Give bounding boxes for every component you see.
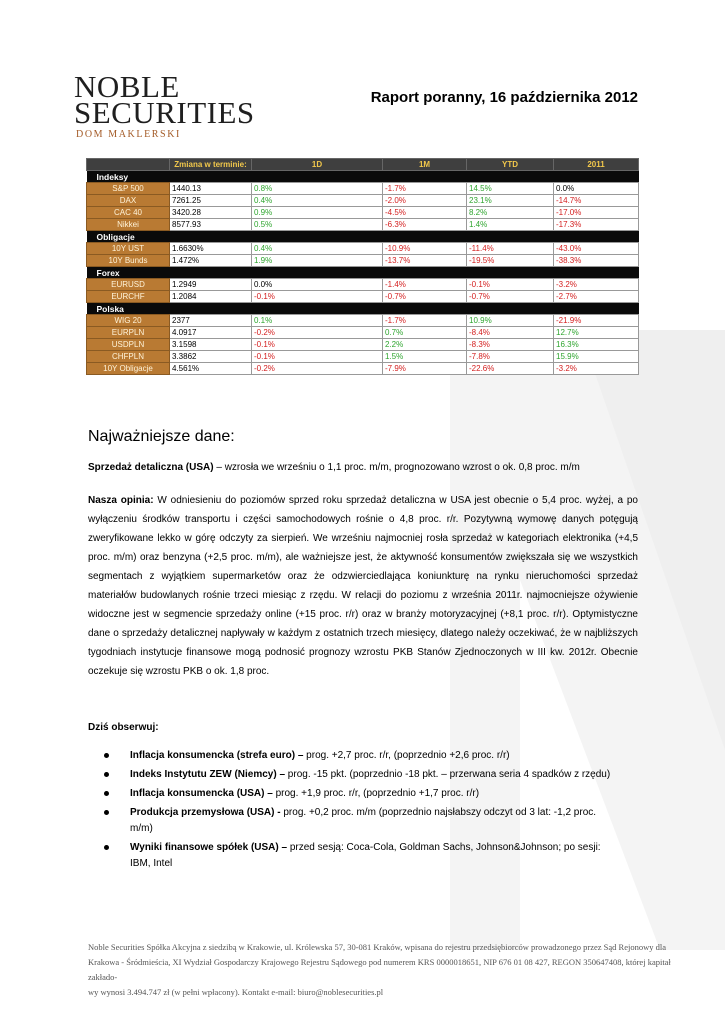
instrument-label: 10Y UST	[87, 243, 170, 255]
change-y2011: -14.7%	[554, 195, 639, 207]
table-row	[87, 195, 639, 207]
change-ytd: -0.7%	[467, 291, 554, 303]
instrument-value: 4.0917	[170, 327, 252, 339]
change-ytd: -11.4%	[467, 243, 554, 255]
change-ytd: 14.5%	[467, 183, 554, 195]
change-y2011: -3.2%	[554, 279, 639, 291]
watch-item-text: przed sesją: Coca-Cola, Goldman Sachs, Johnson&Johnson; po sesji: IBM, Intel	[130, 842, 601, 869]
instrument-value: 7261.25	[170, 195, 252, 207]
list-item	[100, 840, 620, 872]
change-m1: -6.3%	[383, 219, 467, 231]
instrument-label: USDPLN	[87, 339, 170, 351]
change-m1: -13.7%	[383, 255, 467, 267]
change-d1: -0.2%	[252, 363, 383, 375]
change-y2011: -21.9%	[554, 315, 639, 327]
change-d1: -0.2%	[252, 327, 383, 339]
change-d1: 0.1%	[252, 315, 383, 327]
watch-item-text: prog. +2,7 proc. r/r, (poprzednio +2,6 proc. r/r)	[303, 750, 510, 761]
instrument-value: 1440.13	[170, 183, 252, 195]
change-m1: -4.5%	[383, 207, 467, 219]
change-y2011: 16.3%	[554, 339, 639, 351]
change-m1: -0.7%	[383, 291, 467, 303]
change-y2011: 12.7%	[554, 327, 639, 339]
watch-item-text: prog. +0,2 proc. m/m (poprzednio najsłabszy odczyt od 3 lat: -1,2 proc. m/m)	[130, 807, 597, 834]
instrument-label: EURPLN	[87, 327, 170, 339]
section-title: Forex	[87, 267, 639, 279]
market-table	[86, 158, 639, 375]
table-row	[87, 351, 639, 363]
table-section-row	[87, 231, 639, 243]
footer-line-1: Noble Securities Spółka Akcyjna z siedzibą w Krakowie, ul. Królewska 57, 30-081 Kraków, wpisana do rejestru przedsiębiorców prowadzonego przez Sąd Rejonowy dla	[88, 942, 666, 952]
change-ytd: 8.2%	[467, 207, 554, 219]
change-y2011: -17.0%	[554, 207, 639, 219]
table-row	[87, 315, 639, 327]
change-m1: -1.4%	[383, 279, 467, 291]
change-ytd: -7.8%	[467, 351, 554, 363]
watch-item-title: Inflacja konsumencka (strefa euro) –	[130, 750, 304, 761]
change-ytd: -8.3%	[467, 339, 554, 351]
instrument-value: 1.2084	[170, 291, 252, 303]
list-item	[100, 748, 620, 764]
watch-item-title: Wyniki finansowe spółek (USA) –	[130, 842, 288, 853]
change-y2011: -38.3%	[554, 255, 639, 267]
instrument-label: EURUSD	[87, 279, 170, 291]
retail-sales-paragraph	[88, 462, 638, 473]
instrument-value: 2377	[170, 315, 252, 327]
bullet-icon	[104, 845, 109, 850]
table-row	[87, 207, 639, 219]
instrument-label: CAC 40	[87, 207, 170, 219]
header-term: Zmiana w terminie:	[170, 159, 252, 171]
main-heading: Najważniejsze dane:	[88, 428, 235, 445]
header-1m: 1M	[383, 159, 467, 171]
bullet-icon	[104, 772, 109, 777]
table-row	[87, 327, 639, 339]
retail-sales-label: Sprzedaż detaliczna (USA)	[88, 462, 214, 473]
change-m1: 1.5%	[383, 351, 467, 363]
change-ytd: -19.5%	[467, 255, 554, 267]
change-d1: 0.0%	[252, 279, 383, 291]
watch-item-title: Produkcja przemysłowa (USA) -	[130, 807, 281, 818]
change-m1: -1.7%	[383, 183, 467, 195]
change-m1: -10.9%	[383, 243, 467, 255]
header-ytd: YTD	[467, 159, 554, 171]
watch-heading: Dziś obserwuj:	[88, 722, 159, 733]
change-ytd: -0.1%	[467, 279, 554, 291]
change-d1: 0.5%	[252, 219, 383, 231]
change-d1: 0.8%	[252, 183, 383, 195]
table-section-row	[87, 267, 639, 279]
market-table-body	[87, 171, 639, 375]
instrument-value: 3.3862	[170, 351, 252, 363]
change-ytd: 10.9%	[467, 315, 554, 327]
section-title: Obligacje	[87, 231, 639, 243]
footer-legal	[88, 940, 688, 1000]
watch-item-title: Inflacja konsumencka (USA) –	[130, 788, 273, 799]
instrument-value: 1.2949	[170, 279, 252, 291]
header-1d: 1D	[252, 159, 383, 171]
instrument-value: 1.472%	[170, 255, 252, 267]
watch-item-title: Indeks Instytutu ZEW (Niemcy) –	[130, 769, 286, 780]
instrument-label: Nikkei	[87, 219, 170, 231]
table-row	[87, 291, 639, 303]
table-row	[87, 255, 639, 267]
list-item	[100, 805, 620, 837]
change-d1: 0.9%	[252, 207, 383, 219]
table-row	[87, 219, 639, 231]
change-d1: 0.4%	[252, 243, 383, 255]
logo-line-2: SECURITIES	[74, 95, 255, 130]
instrument-value: 1.6630%	[170, 243, 252, 255]
instrument-label: DAX	[87, 195, 170, 207]
instrument-value: 4.561%	[170, 363, 252, 375]
change-y2011: -3.2%	[554, 363, 639, 375]
instrument-value: 3.1598	[170, 339, 252, 351]
bullet-icon	[104, 791, 109, 796]
logo-line-3: DOM MAKLERSKI	[76, 129, 181, 140]
change-d1: -0.1%	[252, 291, 383, 303]
change-y2011: 15.9%	[554, 351, 639, 363]
bullet-icon	[104, 753, 109, 758]
change-m1: -1.7%	[383, 315, 467, 327]
change-d1: -0.1%	[252, 339, 383, 351]
section-title: Polska	[87, 303, 639, 315]
change-m1: 2.2%	[383, 339, 467, 351]
logo-line-1: NOBLE	[74, 69, 180, 104]
change-y2011: 0.0%	[554, 183, 639, 195]
watch-item-text: prog. +1,9 proc. r/r, (poprzednio +1,7 proc. r/r)	[272, 788, 480, 799]
table-row	[87, 183, 639, 195]
instrument-label: 10Y Obligacje	[87, 363, 170, 375]
instrument-value: 3420.28	[170, 207, 252, 219]
table-row	[87, 363, 639, 375]
table-row	[87, 243, 639, 255]
header-2011: 2011	[554, 159, 639, 171]
change-m1: -2.0%	[383, 195, 467, 207]
change-ytd: 23.1%	[467, 195, 554, 207]
opinion-label: Nasza opinia:	[88, 495, 154, 506]
watch-list	[100, 748, 620, 875]
instrument-value: 8577.93	[170, 219, 252, 231]
instrument-label: 10Y Bunds	[87, 255, 170, 267]
watch-item-text: prog. -15 pkt. (poprzednio -18 pkt. – przerwana seria 4 spadków z rzędu)	[285, 769, 611, 780]
change-d1: -0.1%	[252, 351, 383, 363]
footer-line-3: wy wynosi 3.494.747 zł (w pełni wpłacony). Kontakt e-mail: biuro@noblesecurities.pl	[88, 987, 384, 997]
list-item	[100, 767, 620, 783]
retail-sales-text: – wzrosła we wrześniu o 1,1 proc. m/m, prognozowano wzrost o ok. 0,8 proc. m/m	[213, 462, 580, 473]
report-title: Raport poranny, 16 października 2012	[370, 89, 638, 106]
change-m1: -7.9%	[383, 363, 467, 375]
instrument-label: EURCHF	[87, 291, 170, 303]
table-header-row	[87, 159, 639, 171]
section-title: Indeksy	[87, 171, 639, 183]
table-section-row	[87, 171, 639, 183]
change-y2011: -43.0%	[554, 243, 639, 255]
change-d1: 0.4%	[252, 195, 383, 207]
change-m1: 0.7%	[383, 327, 467, 339]
table-section-row	[87, 303, 639, 315]
change-y2011: -17.3%	[554, 219, 639, 231]
list-item	[100, 786, 620, 802]
instrument-label: CHFPLN	[87, 351, 170, 363]
instrument-label: WIG 20	[87, 315, 170, 327]
bullet-icon	[104, 810, 109, 815]
opinion-paragraph	[88, 491, 638, 681]
noble-securities-logo	[74, 69, 255, 140]
instrument-label: S&P 500	[87, 183, 170, 195]
table-row	[87, 279, 639, 291]
opinion-text: W odniesieniu do poziomów sprzed roku sprzedaż detaliczna w USA jest obecnie o 5,4 proc. wyżej, a po wyłączeniu środków transportu i części samochodowych rośnie o 4,8 proc. r/r. Pozytywną wymowę danych potęgują zweryfikowane lekko w górę odczyty za sierpień. We wrześniu najmocniej rosła sprzedaż w kategoriach elektronika (+4,5 proc. m/m) oraz benzyna (+2,5 proc. m/m), ale ważniejsze jest, że aktywność konsumentów zwiększała się we wszystkich segmentach z wyjątkiem supermarketów oraz że odzwierciedlająca koniunkturę na rynku nieruchomości sprzedaż materiałów budowlanych rośnie trzeci miesiąc z rzędu. W relacji do poziomu z września 2011r. najmocniejsze ożywienie widoczne jest w segmencie sprzedaży online (+15 proc. r/r) oraz w branży motoryzacyjnej (+8,1 proc. r/r). Optymistyczne dane o sprzedaży detalicznej napływały w każdym z ostatnich trzech miesięcy, dlatego należy oczekiwać, że w najbliższych tygodniach instytucje finansowe mogą podnosić prognozy wzrostu PKB Stanów Zjednoczonych w III kw. 2012r. Obecnie oczekuje się wzrostu PKB o ok. 1,8 proc.	[88, 495, 638, 677]
change-ytd: -22.6%	[467, 363, 554, 375]
change-ytd: 1.4%	[467, 219, 554, 231]
change-ytd: -8.4%	[467, 327, 554, 339]
change-y2011: -2.7%	[554, 291, 639, 303]
footer-line-2: Krakowa - Śródmieścia, XI Wydział Gospodarczy Krajowego Rejestru Sądowego pod numerem KRS 0000018651, NIP 676 01 08 427, REGON 350647408, której kapitał zakłado-	[88, 957, 671, 982]
table-row	[87, 339, 639, 351]
change-d1: 1.9%	[252, 255, 383, 267]
